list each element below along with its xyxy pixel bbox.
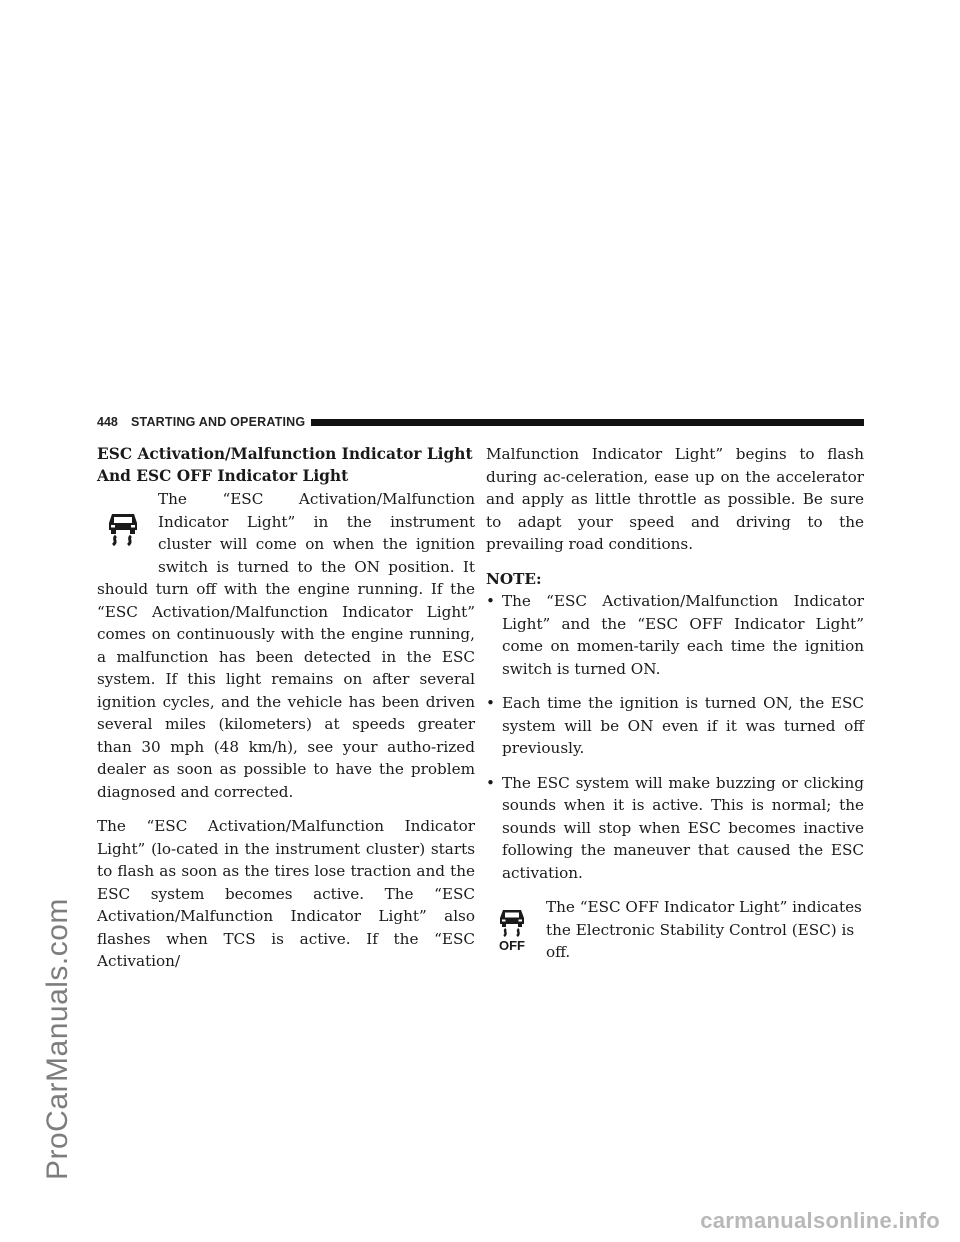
paragraph-indicator-flash: The “ESC Activation/Malfunction Indicator Light” (lo-cated in the instrument cluster) starts to flash as soon as the tires lose traction and the ESC system becomes active. The “ESC Activation/Malfunction Indicator Light” also flashes when TCS is active. If the “ESC Activation/: [97, 817, 475, 970]
paragraph-indicator-on: The “ESC Activation/Malfunction Indicator Light” in the instrument cluster will come on when the ignition switch is turned to the ON position. It should turn off with the engine running. If the “ESC Activation/Malfunction Indicator Light” comes on continuously with the engine running, a malfunction has been detected in the ESC system. If this light remains on after several ignition cycles, and the vehicle has been driven several miles (kilometers) at speeds greater than 30 mph (48 km/h), see your autho-rized dealer as soon as possible to have the problem diagnosed and corrected.: [97, 490, 475, 801]
list-item: [486, 692, 864, 760]
bullet: •: [486, 773, 495, 792]
esc-off-icon: [486, 900, 538, 964]
esc-indicator-icon-box: [97, 494, 152, 562]
paragraph-continued: Malfunction Indicator Light” begins to flash during ac-celeration, ease up on the accelerator and apply as little throttle as possible. Be sure to adapt your speed and driving to the prevailing road conditions.: [486, 445, 864, 553]
bullet: •: [486, 694, 495, 712]
list-item-text: The ESC system will make buzzing or clicking sounds when it is active. This is normal; the sounds will stop when ESC becomes inactive following the maneuver that caused the ESC activation.: [502, 773, 864, 882]
esc-off-icon-box: [486, 900, 538, 964]
left-column: [97, 443, 475, 973]
page-number: 448: [97, 415, 118, 429]
running-header: [97, 414, 864, 432]
note-list: [486, 590, 864, 884]
bottom-watermark: carmanualsonline.info: [700, 1208, 940, 1233]
note-label: NOTE:: [486, 569, 542, 588]
list-item: [486, 590, 864, 680]
side-watermark: ProCarManuals.com: [41, 898, 74, 1180]
header-rule: [311, 419, 864, 426]
bullet: •: [486, 592, 495, 610]
list-item-text: The “ESC Activation/Malfunction Indicator Light” and the “ESC OFF Indicator Light” come on momen-tarily each time the ignition switch is turned ON.: [502, 592, 864, 678]
esc-off-block: [486, 896, 864, 964]
section-title: STARTING AND OPERATING: [131, 415, 306, 429]
section-heading: ESC Activation/Malfunction Indicator Light And ESC OFF Indicator Light: [97, 445, 473, 485]
paragraph-esc-off: The “ESC OFF Indicator Light” indicates the Electronic Stability Control (ESC) is off.: [546, 898, 862, 961]
esc-skid-car-icon: [103, 508, 143, 548]
list-item: [486, 772, 864, 885]
list-item-text: Each time the ignition is turned ON, the ESC system will be ON even if it was turned off previously.: [502, 694, 864, 757]
off-label: OFF: [499, 938, 525, 953]
right-column: [486, 443, 864, 964]
